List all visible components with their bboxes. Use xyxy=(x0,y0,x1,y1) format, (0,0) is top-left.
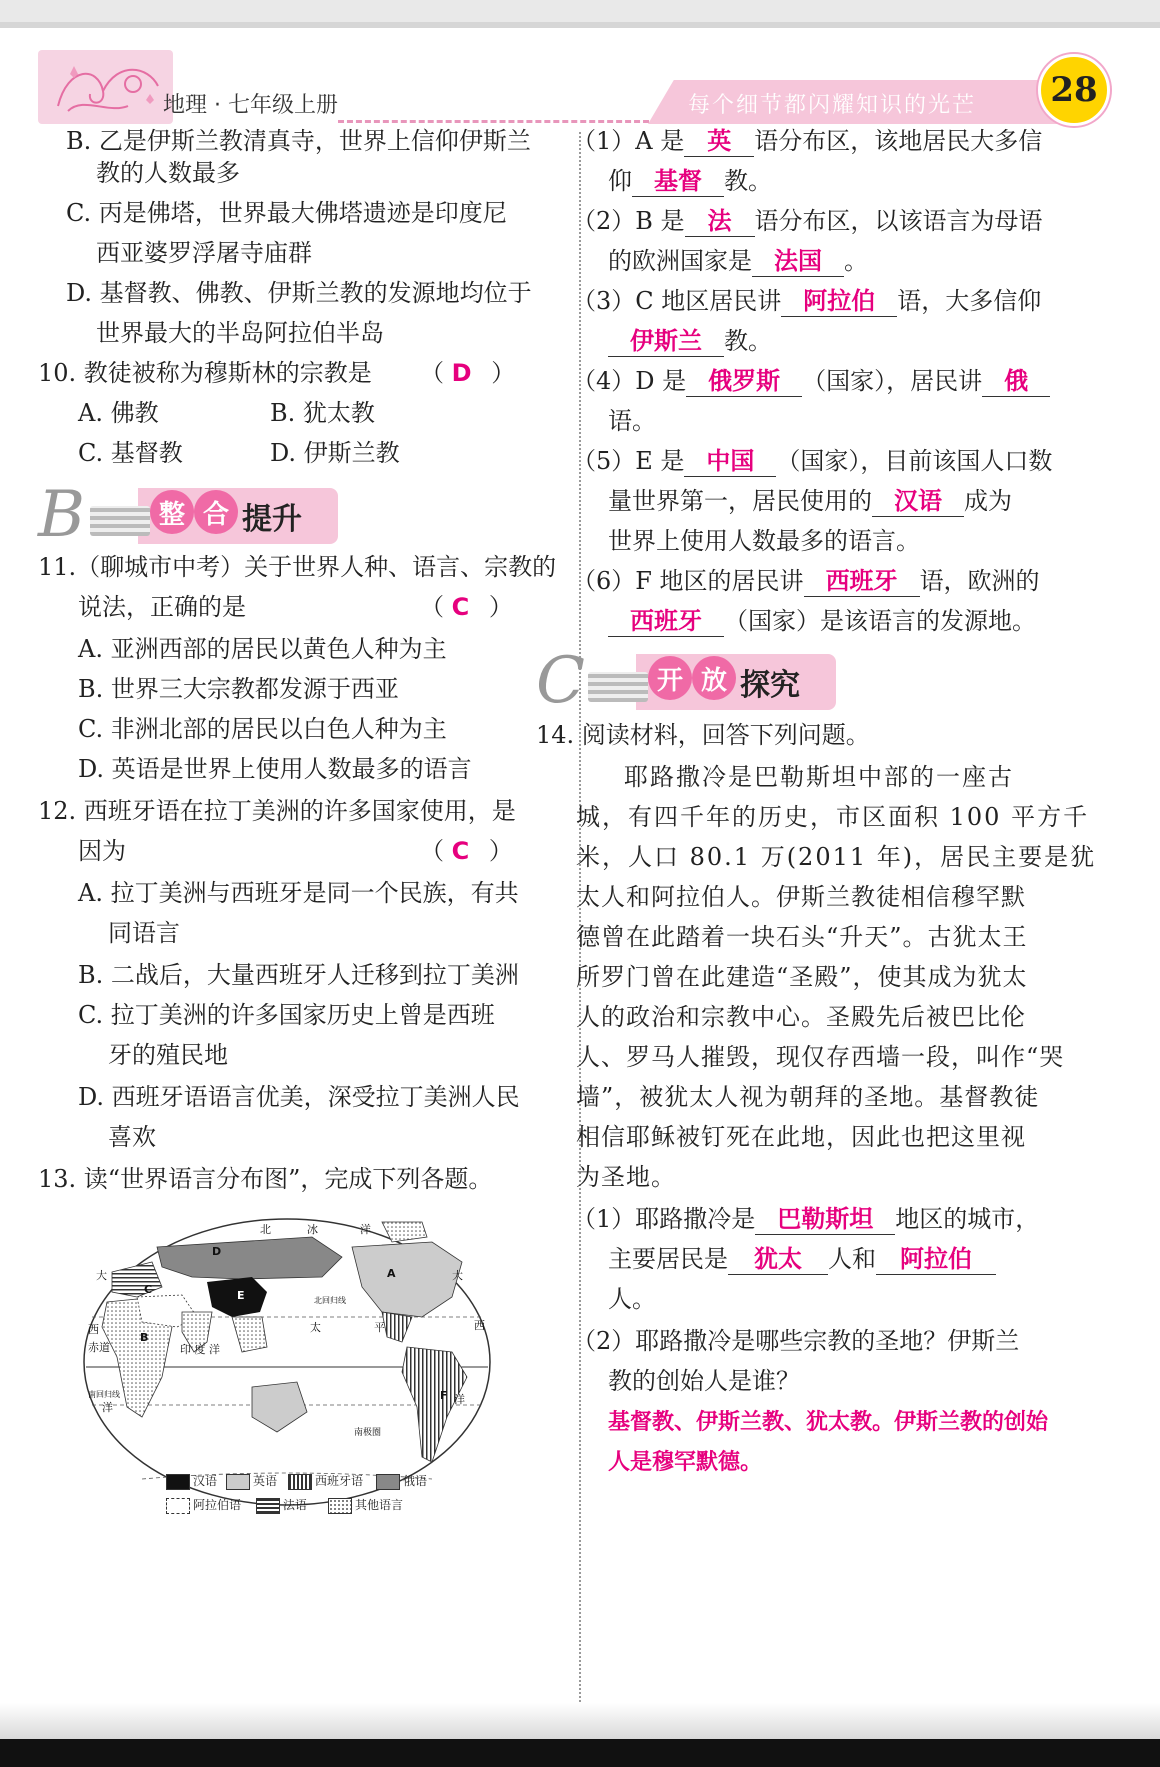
map-label-yang3: 洋 xyxy=(454,1393,465,1406)
q14-2-answer-line2: 人是穆罕默德。 xyxy=(608,1450,763,1475)
banner-circle-2: 合 xyxy=(194,490,238,534)
legend-item-spanish: 西班牙语 xyxy=(288,1472,363,1490)
q13-stem: 13. 读“世界语言分布图”，完成下列各题。 xyxy=(38,1165,493,1193)
map-label-E: E xyxy=(237,1289,245,1302)
q13-5-line3: 世界上使用人数最多的语言。 xyxy=(608,527,920,555)
q14-passage-line3: 米，人口 80.1 万(2011 年)，居民主要是犹 xyxy=(576,843,1097,871)
q14-passage-line10: 相信耶稣被钉死在此地，因此也把这里视 xyxy=(576,1123,1026,1151)
q13-3-blank2: 伊斯兰 xyxy=(608,326,724,357)
map-label-da2: 大 xyxy=(452,1269,463,1282)
q13-2-line1: （2）B 是 法 语分布区，以该语言为母语 xyxy=(572,207,1043,235)
q11-answer-paren xyxy=(420,592,513,622)
q14-passage-line11: 为圣地。 xyxy=(576,1163,676,1191)
q14-passage-line1: 耶路撒冷是巴勒斯坦中部的一座古 xyxy=(624,763,1014,791)
page-header xyxy=(38,50,1118,128)
legend-item-arabic: 阿拉伯语 xyxy=(166,1496,241,1514)
q13-2-blank2: 法国 xyxy=(752,246,844,277)
q10-option-b: B. 犹太教 xyxy=(270,399,375,427)
map-label-bing: 冰 xyxy=(307,1223,318,1236)
q9-option-b-line1: B. 乙是伊斯兰教清真寺，世界上信仰伊斯兰 xyxy=(66,127,531,155)
banner-circle-2: 放 xyxy=(692,656,736,700)
q12-stem-line2: 因为 xyxy=(78,837,126,865)
legend-item-english: 英语 xyxy=(226,1472,277,1490)
q12-option-d-line2: 喜欢 xyxy=(108,1123,156,1151)
section-letter: B xyxy=(38,478,86,552)
q11-answer: C xyxy=(451,593,470,621)
q11-option-c: C. 非洲北部的居民以白色人种为主 xyxy=(78,715,447,743)
header-slogan: 每个细节都闪耀知识的光芒 xyxy=(688,93,977,118)
map-label-tropic-north: 北回归线 xyxy=(314,1296,346,1305)
q11-stem-line1: 11.（聊城市中考）关于世界人种、语言、宗教的 xyxy=(38,553,557,581)
q13-6-blank1: 西班牙 xyxy=(804,566,920,597)
header-dashed-line xyxy=(338,120,658,123)
banner-tail-text: 探究 xyxy=(740,668,800,703)
q12-option-c-line1: C. 拉丁美洲的许多国家历史上曾是西班 xyxy=(78,1001,495,1029)
q13-2-line2: 的欧洲国家是 法国 。 xyxy=(608,247,868,275)
section-c-banner xyxy=(536,644,836,718)
notebook-pen-icon xyxy=(588,672,648,702)
q14-1-line1: （1）耶路撒冷是 巴勒斯坦 地区的城市， xyxy=(572,1205,1040,1233)
q14-1-blank1: 巴勒斯坦 xyxy=(755,1204,895,1235)
q13-1-blank1: 英 xyxy=(684,126,754,157)
paren-open: （ xyxy=(420,593,444,621)
legend-item-russian: 俄语 xyxy=(376,1472,427,1490)
banner-tail-text: 提升 xyxy=(242,502,302,537)
q13-4-line1: （4）D 是 俄罗斯 （国家），居民讲 俄 xyxy=(572,366,1050,397)
banner-circle-1: 开 xyxy=(648,656,692,700)
q14-1-blank2: 犹太 xyxy=(728,1244,828,1275)
q14-2-answer-line1: 基督教、伊斯兰教、犹太教。伊斯兰教的创始 xyxy=(608,1410,1049,1435)
map-label-ping: 平 xyxy=(374,1321,385,1334)
q13-3-blank1: 阿拉伯 xyxy=(781,286,897,317)
paren-close: ） xyxy=(488,593,513,621)
q12-stem-line1: 12. 西班牙语在拉丁美洲的许多国家使用，是 xyxy=(38,797,516,825)
q13-3-line1: （3）C 地区居民讲 阿拉伯 语，大多信仰 xyxy=(572,287,1042,315)
q14-2-question-line2: 教的创始人是谁？ xyxy=(608,1367,800,1395)
banner-circle-1: 整 xyxy=(150,490,194,534)
q13-3-line2: 伊斯兰 教。 xyxy=(608,326,772,357)
map-label-C: C xyxy=(144,1283,153,1296)
q13-6-blank2: 西班牙 xyxy=(608,606,724,637)
map-label-xi2: 西 xyxy=(474,1319,485,1332)
q14-passage-line8: 人、罗马人摧毁，现仅存西墙一段，叫作“哭 xyxy=(576,1043,1065,1071)
q14-passage-line7: 人的政治和宗教中心。圣殿先后被巴比伦 xyxy=(576,1003,1026,1031)
q10-option-a: A. 佛教 xyxy=(78,399,159,427)
q13-6-line1: （6）F 地区的居民讲 西班牙 语，欧洲的 xyxy=(572,567,1040,595)
q10-option-d: D. 伊斯兰教 xyxy=(270,439,400,467)
q9-option-d-line1: D. 基督教、佛教、伊斯兰教的发源地均位于 xyxy=(66,279,532,307)
paren-open: （ xyxy=(420,359,444,387)
q13-5-blank1: 中国 xyxy=(684,446,776,477)
section-letter: C xyxy=(536,644,585,718)
q10-answer-paren xyxy=(420,358,515,388)
q13-6-line2: 西班牙 （国家）是该语言的发源地。 xyxy=(608,606,1036,637)
q14-passage-line2: 城，有四千年的历史，市区面积 100 平方千 xyxy=(576,803,1090,831)
map-label-indian-ocean: 印 度 洋 xyxy=(180,1343,220,1356)
q12-option-a-line2: 同语言 xyxy=(108,919,180,947)
q10-option-c: C. 基督教 xyxy=(78,439,183,467)
legend-item-other: 其他语言 xyxy=(328,1496,403,1514)
q14-2-question-line1: （2）耶路撒冷是哪些宗教的圣地？伊斯兰 xyxy=(572,1327,1020,1355)
map-label-B: B xyxy=(140,1331,149,1344)
q9-option-c-line1: C. 丙是佛塔，世界最大佛塔遗迹是印度尼 xyxy=(66,199,507,227)
map-label-equator: 赤道 xyxy=(88,1341,110,1354)
q10-stem: 10. 教徒被称为穆斯林的宗教是 xyxy=(38,359,372,387)
viewer-top-bar xyxy=(0,0,1160,22)
legend-item-french: 法语 xyxy=(256,1496,307,1514)
map-label-yang: 洋 xyxy=(360,1223,371,1236)
q14-1-line2: 主要居民是 犹太 人和 阿拉伯 xyxy=(608,1244,996,1275)
viewer-top-shadow xyxy=(0,22,1160,28)
q14-1-line3: 人。 xyxy=(608,1285,656,1313)
book-title: 地理 · 七年级上册 xyxy=(163,93,338,118)
q13-4-blank2: 俄 xyxy=(982,366,1050,397)
viewer-bottom-bar xyxy=(0,1739,1160,1767)
q12-option-a-line1: A. 拉丁美洲与西班牙是同一个民族，有共 xyxy=(78,879,519,907)
map-label-yang2: 洋 xyxy=(102,1401,113,1414)
map-label-north: 北 xyxy=(260,1223,271,1236)
viewer-bottom-shadow xyxy=(0,1703,1160,1739)
q9-option-b-line2: 教的人数最多 xyxy=(96,159,240,187)
map-label-A: A xyxy=(387,1267,396,1280)
q13-5-line1: （5）E 是 中国 （国家），目前该国人口数 xyxy=(572,447,1053,475)
floral-ornament-icon xyxy=(48,56,168,116)
q14-passage-line5: 德曾在此踏着一块石头“升天”。古犹太王 xyxy=(576,923,1028,951)
map-label-D: D xyxy=(212,1245,222,1258)
q13-4-blank1: 俄罗斯 xyxy=(686,366,802,397)
section-b-banner xyxy=(38,478,338,552)
q12-option-c-line2: 牙的殖民地 xyxy=(108,1041,228,1069)
q12-option-d-line1: D. 西班牙语语言优美，深受拉丁美洲人民 xyxy=(78,1083,520,1111)
map-label-tropic-south: 南回归线 xyxy=(88,1390,120,1399)
map-label-da1: 大 xyxy=(96,1269,107,1282)
page-number-badge: 28 xyxy=(1038,54,1110,126)
q11-option-b: B. 世界三大宗教都发源于西亚 xyxy=(78,675,399,703)
map-label-F: F xyxy=(440,1389,448,1402)
q12-answer-paren xyxy=(420,836,513,866)
map-label-antarctic: 南极圈 xyxy=(354,1428,382,1438)
map-label-tai: 太 xyxy=(310,1321,321,1334)
q14-passage-line9: 墙”，被犹太人视为朝拜的圣地。基督教徒 xyxy=(576,1083,1040,1111)
q14-passage-line6: 所罗门曾在此建造“圣殿”，使其成为犹太 xyxy=(576,963,1028,991)
world-language-map xyxy=(82,1217,492,1507)
q9-option-c-line2: 西亚婆罗浮屠寺庙群 xyxy=(96,239,312,267)
q12-option-b: B. 二战后，大量西班牙人迁移到拉丁美洲 xyxy=(78,961,519,989)
books-icon xyxy=(90,506,150,536)
q13-1-line2: 仰 基督 教。 xyxy=(608,167,772,195)
q13-1-blank2: 基督 xyxy=(632,166,724,197)
paren-close: ） xyxy=(491,359,516,387)
q10-answer: D xyxy=(451,359,472,387)
q11-stem-line2: 说法，正确的是 xyxy=(78,593,246,621)
q13-2-blank1: 法 xyxy=(685,206,755,237)
q12-answer: C xyxy=(451,837,470,865)
q13-5-blank2: 汉语 xyxy=(872,486,964,517)
q13-1-line1: （1）A 是 英 语分布区，该地居民大多信 xyxy=(572,127,1043,155)
q13-5-line2: 量世界第一，居民使用的 汉语 成为 xyxy=(608,487,1012,515)
map-label-xi1: 西 xyxy=(88,1323,99,1336)
paren-open: （ xyxy=(420,837,444,865)
q9-option-d-line2: 世界最大的半岛阿拉伯半岛 xyxy=(96,319,384,347)
q14-1-blank3: 阿拉伯 xyxy=(876,1244,996,1275)
q14-stem: 14. 阅读材料，回答下列问题。 xyxy=(536,721,870,749)
paren-close: ） xyxy=(488,837,513,865)
q11-option-a: A. 亚洲西部的居民以黄色人种为主 xyxy=(78,635,447,663)
q11-option-d: D. 英语是世界上使用人数最多的语言 xyxy=(78,755,472,783)
q14-passage-line4: 太人和阿拉伯人。伊斯兰教徒相信穆罕默 xyxy=(576,883,1026,911)
q13-4-line2: 语。 xyxy=(608,407,656,435)
legend-item-chinese: 汉语 xyxy=(166,1472,217,1490)
